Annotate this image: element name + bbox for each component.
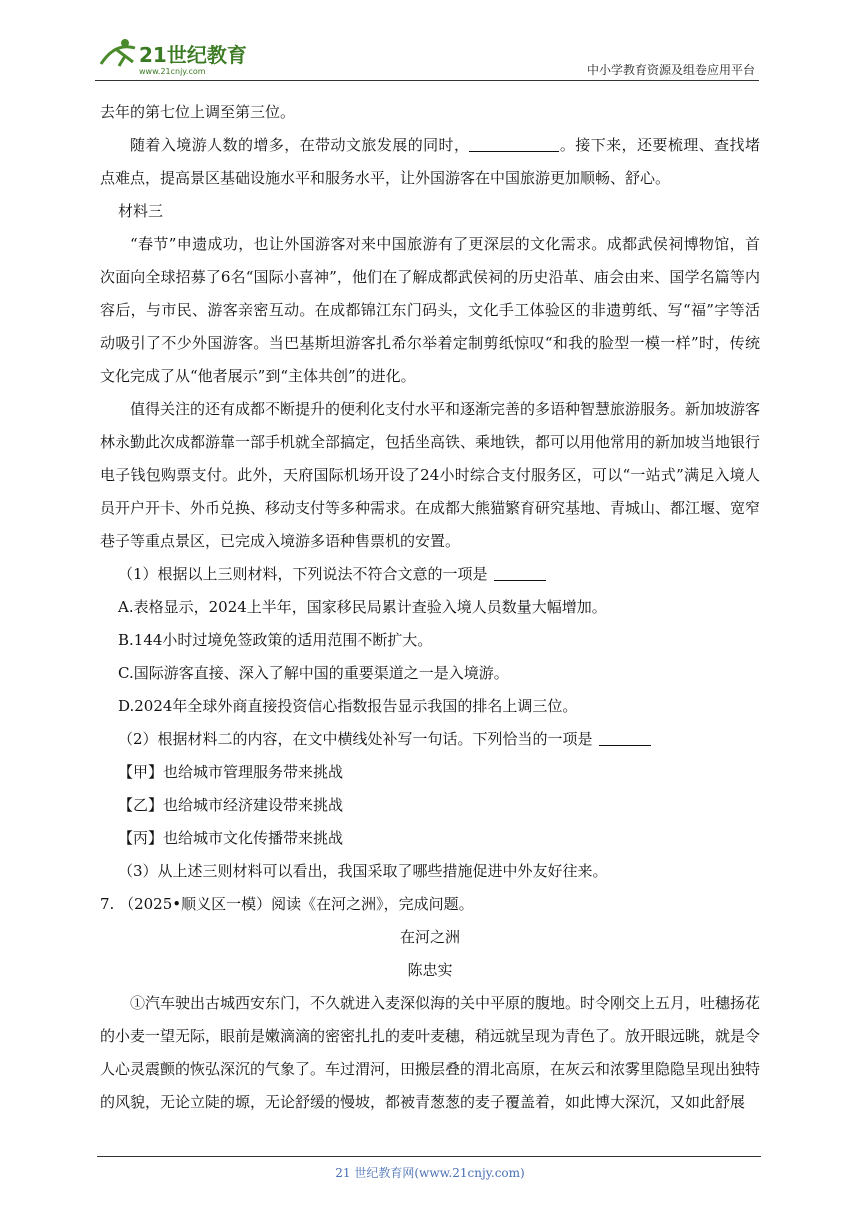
- option-yi: 【乙】也给城市经济建设带来挑战: [118, 796, 344, 814]
- header-tagline: 中小学教育资源及组卷应用平台: [586, 63, 755, 77]
- paragraph-4: 值得关注的还有成都不断提升的便利化支付水平和逐渐完善的多语种智慧旅游服务。新加坡游客林永勤此次成都游靠一部手机就全部搞定，包括坐高铁、乘地铁，都可以用他常用的新加坡当地银行电子钱包购票支付。此外，天府国际机场开设了24小时综合支付服务区，可以“一站式”满足入境人员开户开卡、外币兑换、移动支付等多种需求。在成都大熊猫繁育研究基地、青城山、都江堰、宽窄巷子等重点景区，已完成入境游多语种售票机的安置。: [100, 400, 761, 550]
- footer-divider: [97, 1156, 761, 1157]
- question-3: （3）从上述三则材料可以看出，我国采取了哪些措施促进中外友好往来。: [118, 862, 608, 880]
- material-3-heading: 材料三: [118, 202, 164, 220]
- site-logo: [95, 34, 265, 78]
- option-d: D.2024年全球外商直接投资信心指数报告显示我国的排名上调三位。: [118, 697, 578, 715]
- essay-title: 在河之洲: [399, 928, 460, 946]
- question-1: （1）根据以上三则材料，下列说法不符合文意的一项是: [100, 558, 760, 591]
- option-jia: 【甲】也给城市管理服务带来挑战: [118, 763, 344, 781]
- logo-text: 21世纪教育: [139, 43, 247, 67]
- question-2: （2）根据材料二的内容，在文中横线处补写一句话。下列恰当的一项是: [100, 723, 760, 756]
- document-body: [100, 96, 760, 1119]
- question-7: 7. （2025•顺义区一模）阅读《在河之洲》，完成问题。: [100, 895, 474, 913]
- fill-blank[interactable]: [469, 137, 559, 152]
- page-footer: 21 世纪教育网(www.21cnjy.com): [335, 1166, 525, 1180]
- answer-blank-2[interactable]: [599, 731, 651, 746]
- essay-author: 陈忠实: [407, 961, 453, 979]
- option-c: C.国际游客直接、深入了解中国的重要渠道之一是入境游。: [118, 664, 509, 682]
- option-b: B.144小时过境免签政策的适用范围不断扩大。: [118, 631, 433, 649]
- paragraph-1: 去年的第七位上调至第三位。: [100, 103, 296, 121]
- page-header: [95, 34, 759, 81]
- answer-blank-1[interactable]: [494, 566, 546, 581]
- option-a: A.表格显示，2024上半年，国家移民局累计查验入境人员数量大幅增加。: [118, 598, 607, 616]
- logo-url: www.21cnjy.com: [139, 67, 206, 76]
- paragraph-5: ①汽车驶出古城西安东门，不久就进入麦深似海的关中平原的腹地。时令刚交上五月，吐穗扬花的小麦一望无际，眼前是嫩滴滴的密密扎扎的麦叶麦穗，稍远就呈现为青色了。放开眼远眺，就是令人心灵震颤的恢弘深沉的气象了。车过渭河，田搬层叠的渭北高原，在灰云和浓雾里隐隐呈现出独特的风貌，无论立陡的塬，无论舒缓的慢坡，都被青葱葱的麦子覆盖着，如此博大深沉，又如此舒展: [100, 994, 761, 1111]
- paragraph-3: “春节”申遗成功，也让外国游客对来中国旅游有了更深层的文化需求。成都武侯祠博物馆，首次面向全球招募了6名“国际小喜神”，他们在了解成都武侯祠的历史沿革、庙会由来、国学名篇等内容后，与市民、游客亲密互动。在成都锦江东门码头，文化手工体验区的非遗剪纸、写“福”字等活动吸引了不少外国游客。当巴基斯坦游客扎希尔举着定制剪纸惊叹“和我的脸型一模一样”时，传统文化完成了从“他者展示”到“主体共创”的进化。: [100, 235, 760, 385]
- paragraph-2: 随着入境游人数的增多，在带动文旅发展的同时， 。接下来，还要梳理、查找堵点难点，提高景区基础设施水平和服务水平，让外国游客在中国旅游更加顺畅、舒心。: [100, 136, 760, 187]
- option-bing: 【丙】也给城市文化传播带来挑战: [118, 829, 344, 847]
